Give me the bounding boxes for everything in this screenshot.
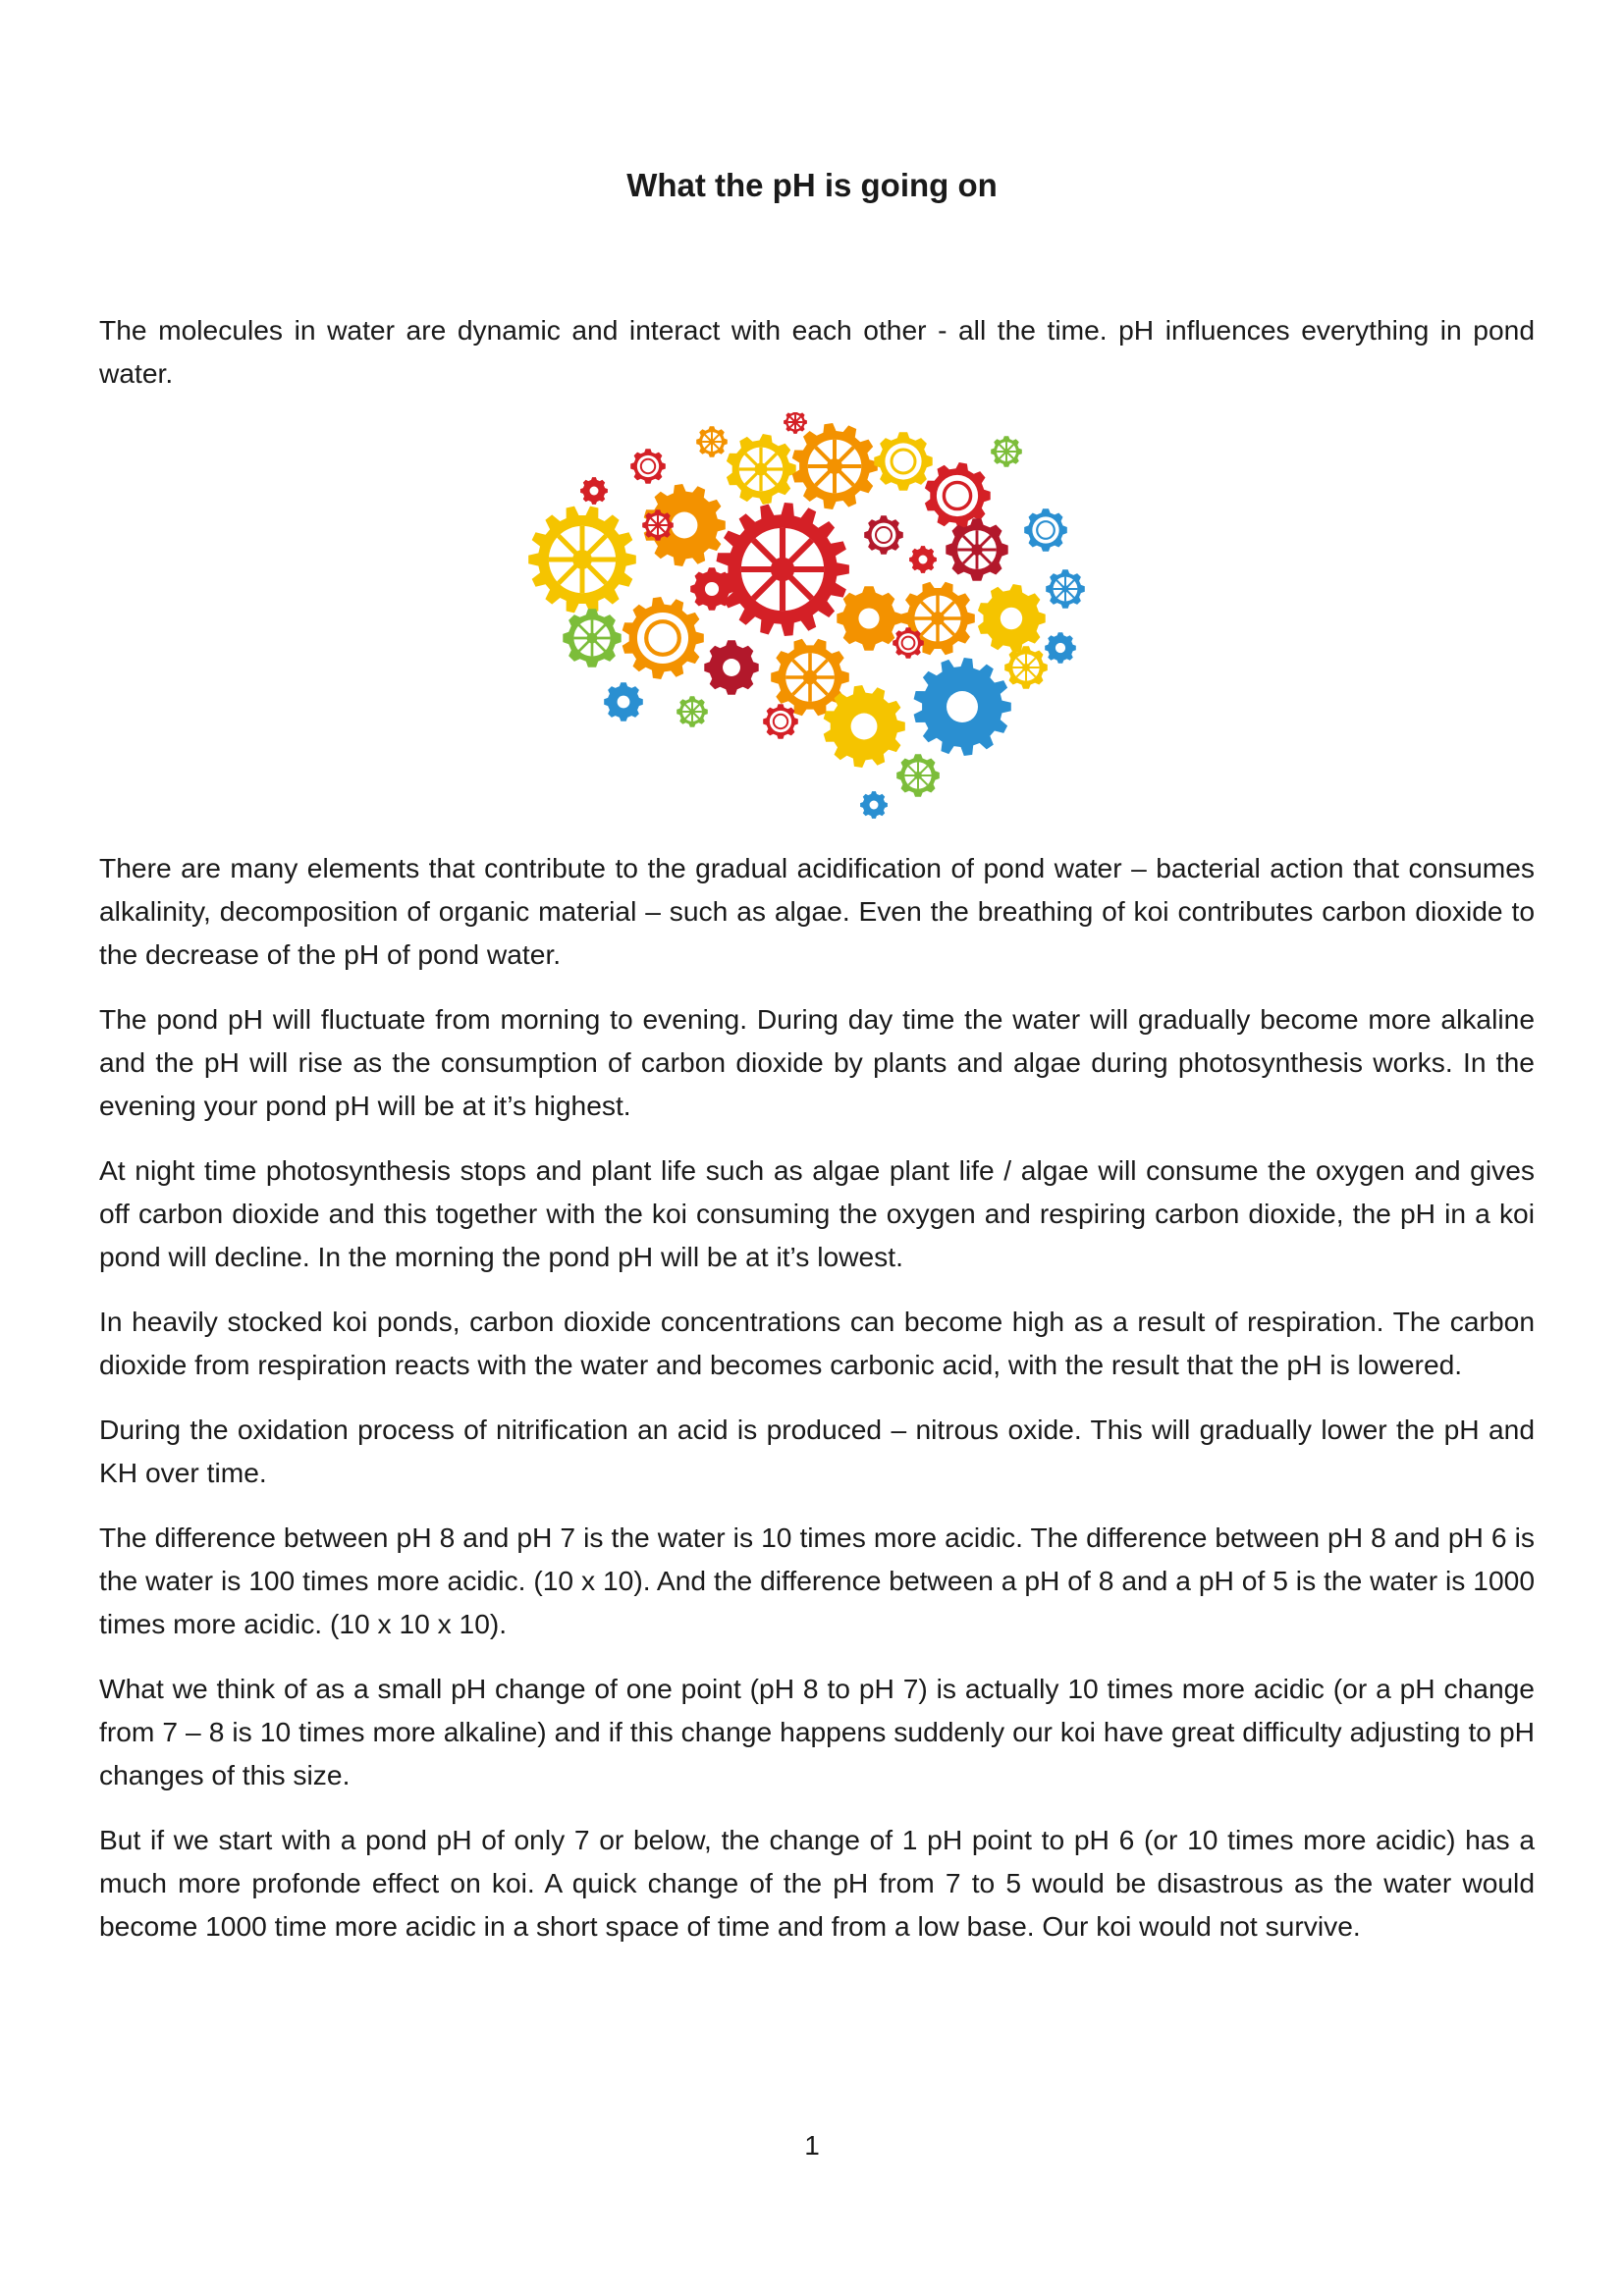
paragraph: But if we start with a pond pH of only 7 or below, the change of 1 pH point to pH 6 (or 10 times more acidic) has a much more profonde effect on koi. A quick change of the pH from 7 to 5 would be disastrous as the water would become 1000 time more acidic in a short space of time and from a low base. Our koi would not survive.: [99, 1824, 1535, 1942]
brain-gears-icon: [515, 412, 1114, 825]
page-title: What the pH is going on: [626, 167, 998, 203]
gear-icon: [604, 682, 643, 721]
gear-icon: [580, 477, 608, 505]
gear-icon: [978, 584, 1046, 653]
gear-icon: [727, 434, 796, 505]
page-number: 1: [804, 2130, 820, 2161]
gear-icon: [864, 515, 903, 555]
paragraph: What we think of as a small pH change of one point (pH 8 to pH 7) is actually 10 times more acidic (or a pH change from 7 – 8 is 10 times more alkaline) and if this change happens suddenly our koi have great difficulty adjusting to pH changes of this size.: [99, 1673, 1535, 1790]
gear-icon: [1004, 646, 1048, 689]
gear-icon: [690, 567, 733, 611]
gear-icon: [677, 696, 708, 727]
gear-icon: [893, 627, 924, 659]
gear-icon: [914, 658, 1011, 756]
intro-paragraph: The molecules in water are dynamic and interact with each other - all the time. pH influences everything in pond water.: [99, 314, 1535, 389]
gear-icon: [1046, 569, 1085, 609]
body-paragraphs: [99, 846, 1535, 1969]
gear-icon: [563, 609, 621, 667]
gear-icon: [860, 791, 888, 819]
gear-icon: [630, 449, 666, 484]
paragraph: The difference between pH 8 and pH 7 is the water is 10 times more acidic. The difference between pH 8 and pH 6 is the water is 100 times more acidic. (10 x 10). And the difference between a pH of 8 and a pH of 5 is the water is 1000 times more acidic. (10 x 10 x 10).: [99, 1522, 1535, 1639]
gear-icon: [1045, 632, 1076, 664]
paragraph: In heavily stocked koi ponds, carbon dioxide concentrations can become high as a result of respiration. The carbon dioxide from respiration reacts with the water and becomes carbonic acid, with the result that the pH is lowered.: [99, 1306, 1535, 1380]
paragraph: The pond pH will fluctuate from morning to evening. During day time the water will gradually become more alkaline and the pH will rise as the consumption of carbon dioxide by plants and algae during photosynthesis works. In the evening your pond pH will be at it’s highest.: [99, 1003, 1535, 1121]
gear-icon: [824, 685, 905, 768]
paragraph: At night time photosynthesis stops and plant life such as algae plant life / algae will consume the oxygen and gives off carbon dioxide and this together with the koi consuming the oxygen and respiring carbon dioxide, the pH in a koi pond will decline. In the morning the pond pH will be at it’s lowest.: [99, 1154, 1535, 1272]
gear-icon: [874, 432, 932, 490]
gear-icon: [717, 503, 849, 636]
gear-icon: [784, 412, 807, 434]
gear-icon: [1024, 508, 1067, 552]
gear-icon: [896, 754, 940, 797]
gear-icon: [946, 518, 1007, 580]
gear-icon: [763, 704, 798, 739]
gear-icon: [528, 507, 636, 614]
paragraph: During the oxidation process of nitrification an acid is produced – nitrous oxide. This will gradually lower the pH and KH over time.: [99, 1414, 1535, 1488]
gear-icon: [837, 586, 900, 650]
gear-icon: [704, 640, 758, 694]
gear-icon: [991, 436, 1022, 467]
gear-icon: [696, 426, 728, 457]
paragraph: There are many elements that contribute to the gradual acidification of pond water – bacterial action that consumes alkalinity, decomposition of organic material – such as algae. Even the breathing of koi contributes carbon dioxide to the decrease of the pH of pond water.: [99, 852, 1535, 970]
gear-icon: [792, 423, 878, 509]
gear-icon: [909, 546, 937, 573]
brain-gears-illustration: [515, 412, 1114, 825]
gear-icon: [623, 597, 704, 679]
gear-icon: [642, 509, 674, 541]
